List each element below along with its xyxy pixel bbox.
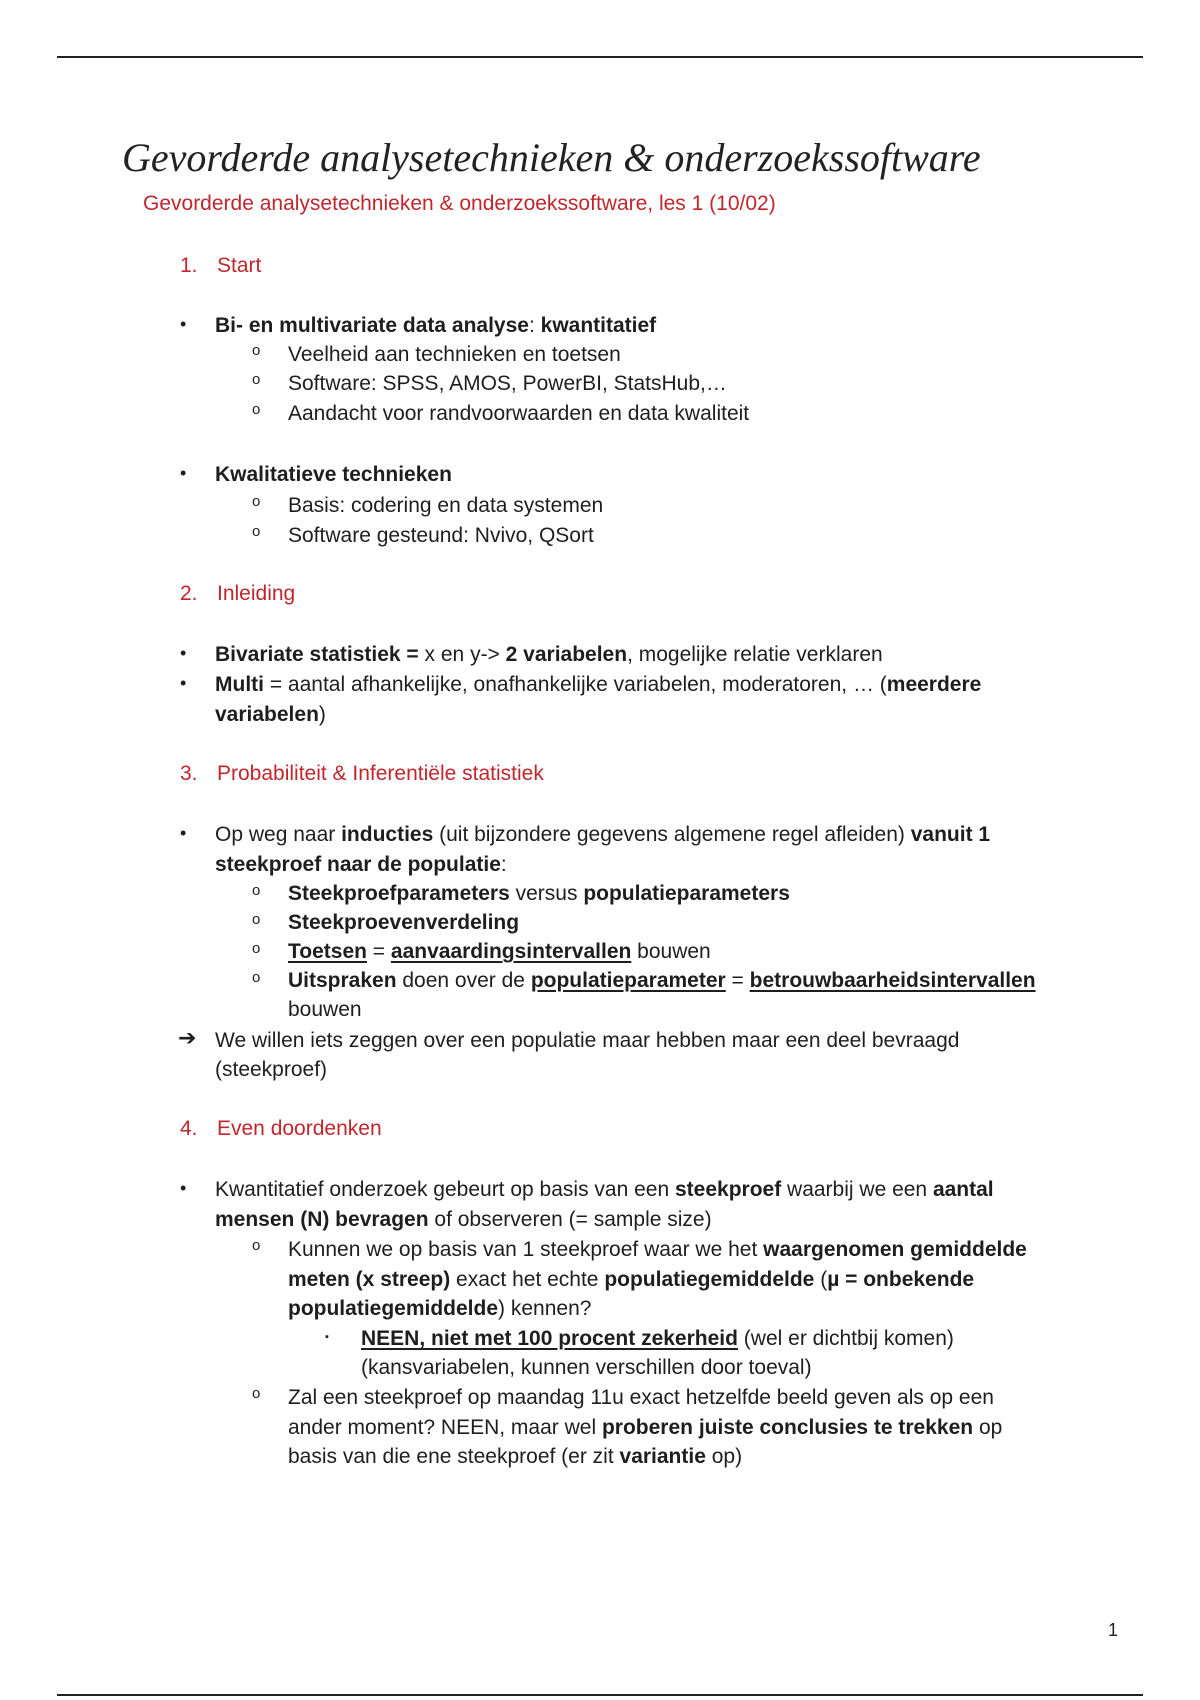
sub-item: Uitspraken doen over de populatieparameter = betrouwbaarheidsintervallen <box>288 969 1036 992</box>
bullet-item: Kwalitatieve technieken <box>215 463 452 486</box>
sub-item-continued: meten (x streep) exact het echte populatiegemiddelde (µ = onbekende <box>288 1268 975 1291</box>
section-heading-start: 1. Start <box>180 254 262 277</box>
sub-item-continued: bouwen <box>288 998 362 1021</box>
circle-bullet-icon: o <box>252 1385 261 1402</box>
bullet-item-continued: mensen (N) bevragen of observeren (= sample size) <box>215 1208 712 1231</box>
bullet-icon: • <box>180 314 187 334</box>
bullet-item-continued: variabelen) <box>215 703 326 726</box>
bullet-icon: • <box>180 673 187 693</box>
header-rule <box>57 56 1143 58</box>
circle-bullet-icon: o <box>252 969 261 986</box>
sub-item: Kunnen we op basis van 1 steekproef waar we het waargenomen gemiddelde <box>288 1238 1027 1261</box>
document-subtitle: Gevorderde analysetechnieken & onderzoekssoftware, les 1 (10/02) <box>143 192 776 215</box>
sub-item: Steekproefparameters versus populatieparameters <box>288 882 790 905</box>
circle-bullet-icon: o <box>252 493 261 510</box>
document-title: Gevorderde analysetechnieken & onderzoekssoftware <box>122 135 981 180</box>
sub-item: Veelheid aan technieken en toetsen <box>288 343 621 366</box>
conclusion-line: (steekproef) <box>215 1058 328 1081</box>
bullet-icon: • <box>180 823 187 843</box>
circle-bullet-icon: o <box>252 401 261 418</box>
bullet-icon: • <box>180 463 187 483</box>
section-heading-inleiding: 2. Inleiding <box>180 582 296 605</box>
arrow-icon: ➔ <box>178 1025 197 1050</box>
bullet-item: Multi = aantal afhankelijke, onafhankelijke variabelen, moderatoren, … (meerdere <box>215 673 982 696</box>
bullet-icon: • <box>180 1178 187 1198</box>
sub-item: Zal een steekproef op maandag 11u exact hetzelfde beeld geven als op een <box>288 1386 994 1409</box>
sub-item: Steekproevenverdeling <box>288 911 520 934</box>
sub-item-continued: populatiegemiddelde) kennen? <box>288 1297 592 1320</box>
circle-bullet-icon: o <box>252 523 261 540</box>
circle-bullet-icon: o <box>252 371 261 388</box>
bullet-item-continued: steekproef naar de populatie: <box>215 853 507 876</box>
sub-item-continued: ander moment? NEEN, maar wel proberen juiste conclusies te trekken op <box>288 1416 1003 1439</box>
sub-item: Software gesteund: Nvivo, QSort <box>288 524 594 547</box>
circle-bullet-icon: o <box>252 940 261 957</box>
bullet-icon: • <box>180 643 187 663</box>
sub-item: Aandacht voor randvoorwaarden en data kwaliteit <box>288 402 750 425</box>
circle-bullet-icon: o <box>252 1237 261 1254</box>
circle-bullet-icon: o <box>252 911 261 928</box>
section-heading-probabiliteit: 3. Probabiliteit & Inferentiële statistiek <box>180 762 544 785</box>
bullet-item: Op weg naar inducties (uit bijzondere gegevens algemene regel afleiden) vanuit 1 <box>215 823 991 846</box>
sub-sub-item-continued: (kansvariabelen, kunnen verschillen door toeval) <box>361 1356 812 1379</box>
sub-item: Software: SPSS, AMOS, PowerBI, StatsHub,… <box>288 372 727 395</box>
bullet-item: Kwantitatief onderzoek gebeurt op basis van een steekproef waarbij we een aantal <box>215 1178 994 1201</box>
bullet-item: Bi- en multivariate data analyse: kwantitatief <box>215 314 657 337</box>
conclusion-line: We willen iets zeggen over een populatie maar hebben maar een deel bevraagd <box>215 1029 960 1052</box>
bullet-item: Bivariate statistiek = x en y-> 2 variabelen, mogelijke relatie verklaren <box>215 643 883 666</box>
sub-sub-item: NEEN, niet met 100 procent zekerheid (wel er dichtbij komen) <box>361 1327 954 1350</box>
section-heading-doordenken: 4. Even doordenken <box>180 1117 382 1140</box>
sub-item-continued: basis van die ene steekproef (er zit variantie op) <box>288 1445 743 1468</box>
circle-bullet-icon: o <box>252 882 261 899</box>
page-number: 1 <box>1108 1620 1119 1640</box>
square-bullet-icon: ▪ <box>325 1331 329 1343</box>
footer-rule <box>57 1694 1143 1696</box>
circle-bullet-icon: o <box>252 342 261 359</box>
sub-item: Toetsen = aanvaardingsintervallen bouwen <box>288 940 711 963</box>
sub-item: Basis: codering en data systemen <box>288 494 604 517</box>
